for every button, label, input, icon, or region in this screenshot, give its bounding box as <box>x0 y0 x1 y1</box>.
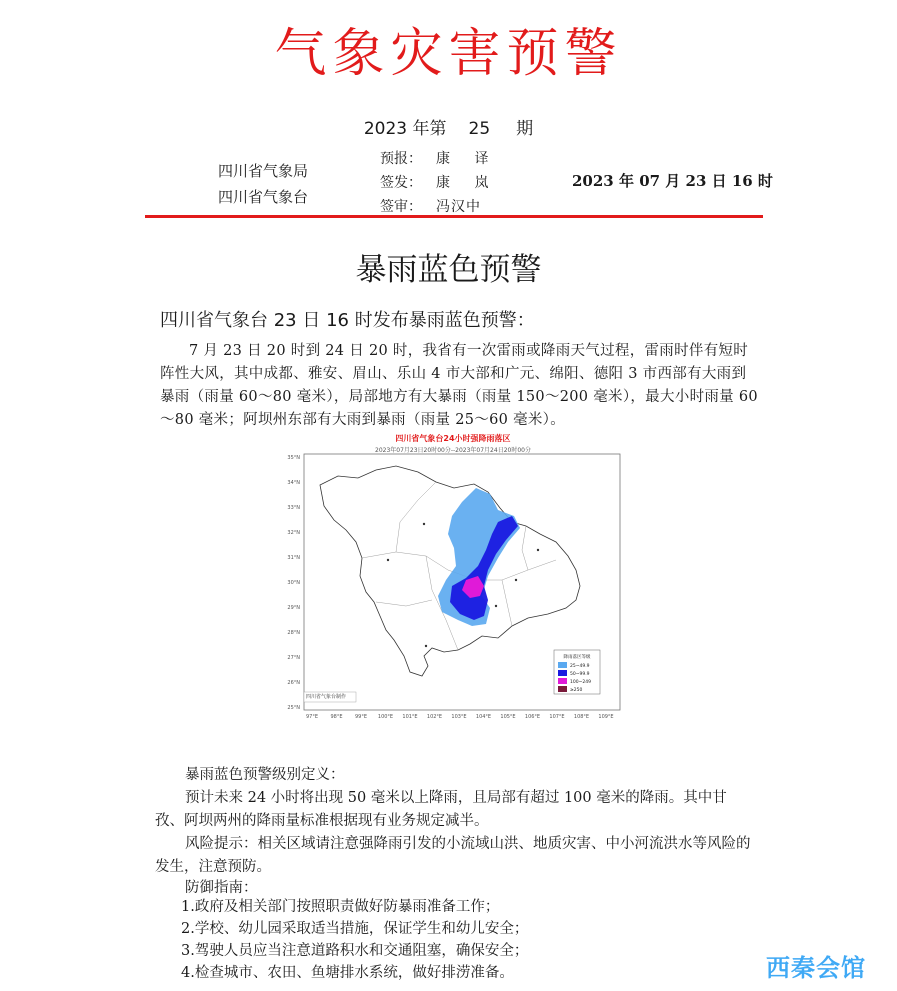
lon-tick-label: 103°E <box>451 714 467 720</box>
staff-name: 康 岚 <box>436 175 499 191</box>
lon-tick-label: 97°E <box>305 714 319 720</box>
map-period: 2023年07月23日20时00分--2023年07月24日20时00分 <box>375 447 531 454</box>
lat-tick-label: 27°N <box>287 655 300 661</box>
staff-name: 冯汉中 <box>436 199 481 215</box>
warning-title: 暴雨蓝色预警 <box>355 252 542 288</box>
guidance-title: 防御指南： <box>185 880 258 896</box>
rainfall-map-figure <box>276 430 630 722</box>
warning-summary: 7 月 23 日 20 时到 24 日 20 时，我省有一次雷雨或降雨天气过程，雷雨时伴有短时阵性大风，其中成都、雅安、眉山、乐山 4 市大部和广元、绵阳、德阳 3 市西部有大雨到暴雨（雨量 60～80 毫米），局部地方有大暴雨（雨量 150～200 毫米），最大小时雨量 60～80 毫米；阿坝州东部有大雨到暴雨（雨量 25～60 毫米）。 <box>160 343 758 428</box>
lon-tick-label: 102°E <box>426 714 443 720</box>
lon-tick-label: 104°E <box>475 714 492 720</box>
issue-number: 25 <box>468 119 491 139</box>
legend-title: 降雨落区等级 <box>563 655 591 660</box>
legend-swatch <box>558 686 567 692</box>
guidance-item: 3.驾驶人员应当注意道路积水和交通阻塞，确保安全； <box>181 943 529 959</box>
lon-tick-label: 98°E <box>330 714 343 720</box>
guidance-item: 2.学校、幼儿园采取适当措施，保证学生和幼儿安全； <box>181 921 529 937</box>
issue-date: 2023 年 07 月 23 日 16 时 <box>572 172 773 190</box>
guidance-item: 4.检查城市、农田、鱼塘排水系统，做好排涝准备。 <box>181 965 514 981</box>
map-credit-text: 四川省气象台制作 <box>306 694 347 700</box>
watermark-logo: 西秦会馆 <box>766 954 866 982</box>
longitude-axis <box>306 714 614 720</box>
lat-tick-label: 33°N <box>287 505 300 511</box>
lon-tick-label: 99°E <box>354 714 368 720</box>
lat-tick-label: 25°N <box>287 705 300 711</box>
lat-tick-label: 28°N <box>287 630 300 636</box>
lon-tick-label: 106°E <box>524 714 541 720</box>
lon-tick-label: 109°E <box>598 714 614 720</box>
agency-name: 四川省气象台 <box>218 188 309 206</box>
lon-tick-label: 100°E <box>377 714 394 720</box>
agency-name: 四川省气象局 <box>218 162 309 180</box>
map-title: 四川省气象台24小时强降雨落区 <box>395 434 511 443</box>
latitude-axis <box>287 455 300 711</box>
staff-name: 康 译 <box>436 151 499 167</box>
lon-tick-label: 108°E <box>573 714 590 720</box>
lat-tick-label: 35°N <box>287 455 300 461</box>
staff-line <box>380 196 481 216</box>
lon-tick-label: 107°E <box>549 714 565 720</box>
issue-year: 2023 年第 <box>363 119 447 139</box>
lat-tick-label: 30°N <box>287 580 300 586</box>
risk-notice: 风险提示：相关区域请注意强降雨引发的小流域山洪、地质灾害、中小河流洪水等风险的发生，注意预防。 <box>155 836 751 875</box>
guidance-item: 1.政府及相关部门按照职责做好防暴雨准备工作； <box>181 899 500 915</box>
definition-title: 暴雨蓝色预警级别定义： <box>185 767 345 783</box>
lat-tick-label: 34°N <box>287 480 300 486</box>
issue-line <box>0 114 897 139</box>
lat-tick-label: 31°N <box>287 555 300 561</box>
staff-line <box>380 172 498 192</box>
staff-role: 签审： <box>380 199 422 215</box>
legend-swatch <box>558 670 567 676</box>
legend-label: ≥250 <box>570 688 583 693</box>
legend-label: 50~99.9 <box>570 672 590 677</box>
masthead-title: 气象灾害预警 <box>274 24 623 84</box>
staff-role: 签发： <box>380 175 422 191</box>
issue-unit: 期 <box>516 119 534 139</box>
lat-tick-label: 29°N <box>287 605 300 611</box>
warning-lead: 四川省气象台 23 日 16 时发布暴雨蓝色预警： <box>160 310 535 331</box>
legend-swatch <box>558 678 567 684</box>
lat-tick-label: 32°N <box>287 530 300 536</box>
map-legend <box>554 650 600 694</box>
legend-label: 25~49.9 <box>570 664 590 669</box>
staff-line <box>380 148 498 168</box>
lon-tick-label: 105°E <box>500 714 516 720</box>
rainfall-map <box>276 430 630 722</box>
legend-label: 100~249 <box>570 680 591 685</box>
lon-tick-label: 101°E <box>402 714 418 720</box>
lat-tick-label: 26°N <box>287 680 300 686</box>
staff-role: 预报： <box>380 151 422 167</box>
legend-swatch <box>558 662 567 668</box>
header-divider <box>145 215 763 218</box>
definition-body: 预计未来 24 小时将出现 50 毫米以上降雨，且局部有超过 100 毫米的降雨。其中甘孜、阿坝两州的降雨量标准根据现有业务规定减半。 <box>155 790 727 829</box>
